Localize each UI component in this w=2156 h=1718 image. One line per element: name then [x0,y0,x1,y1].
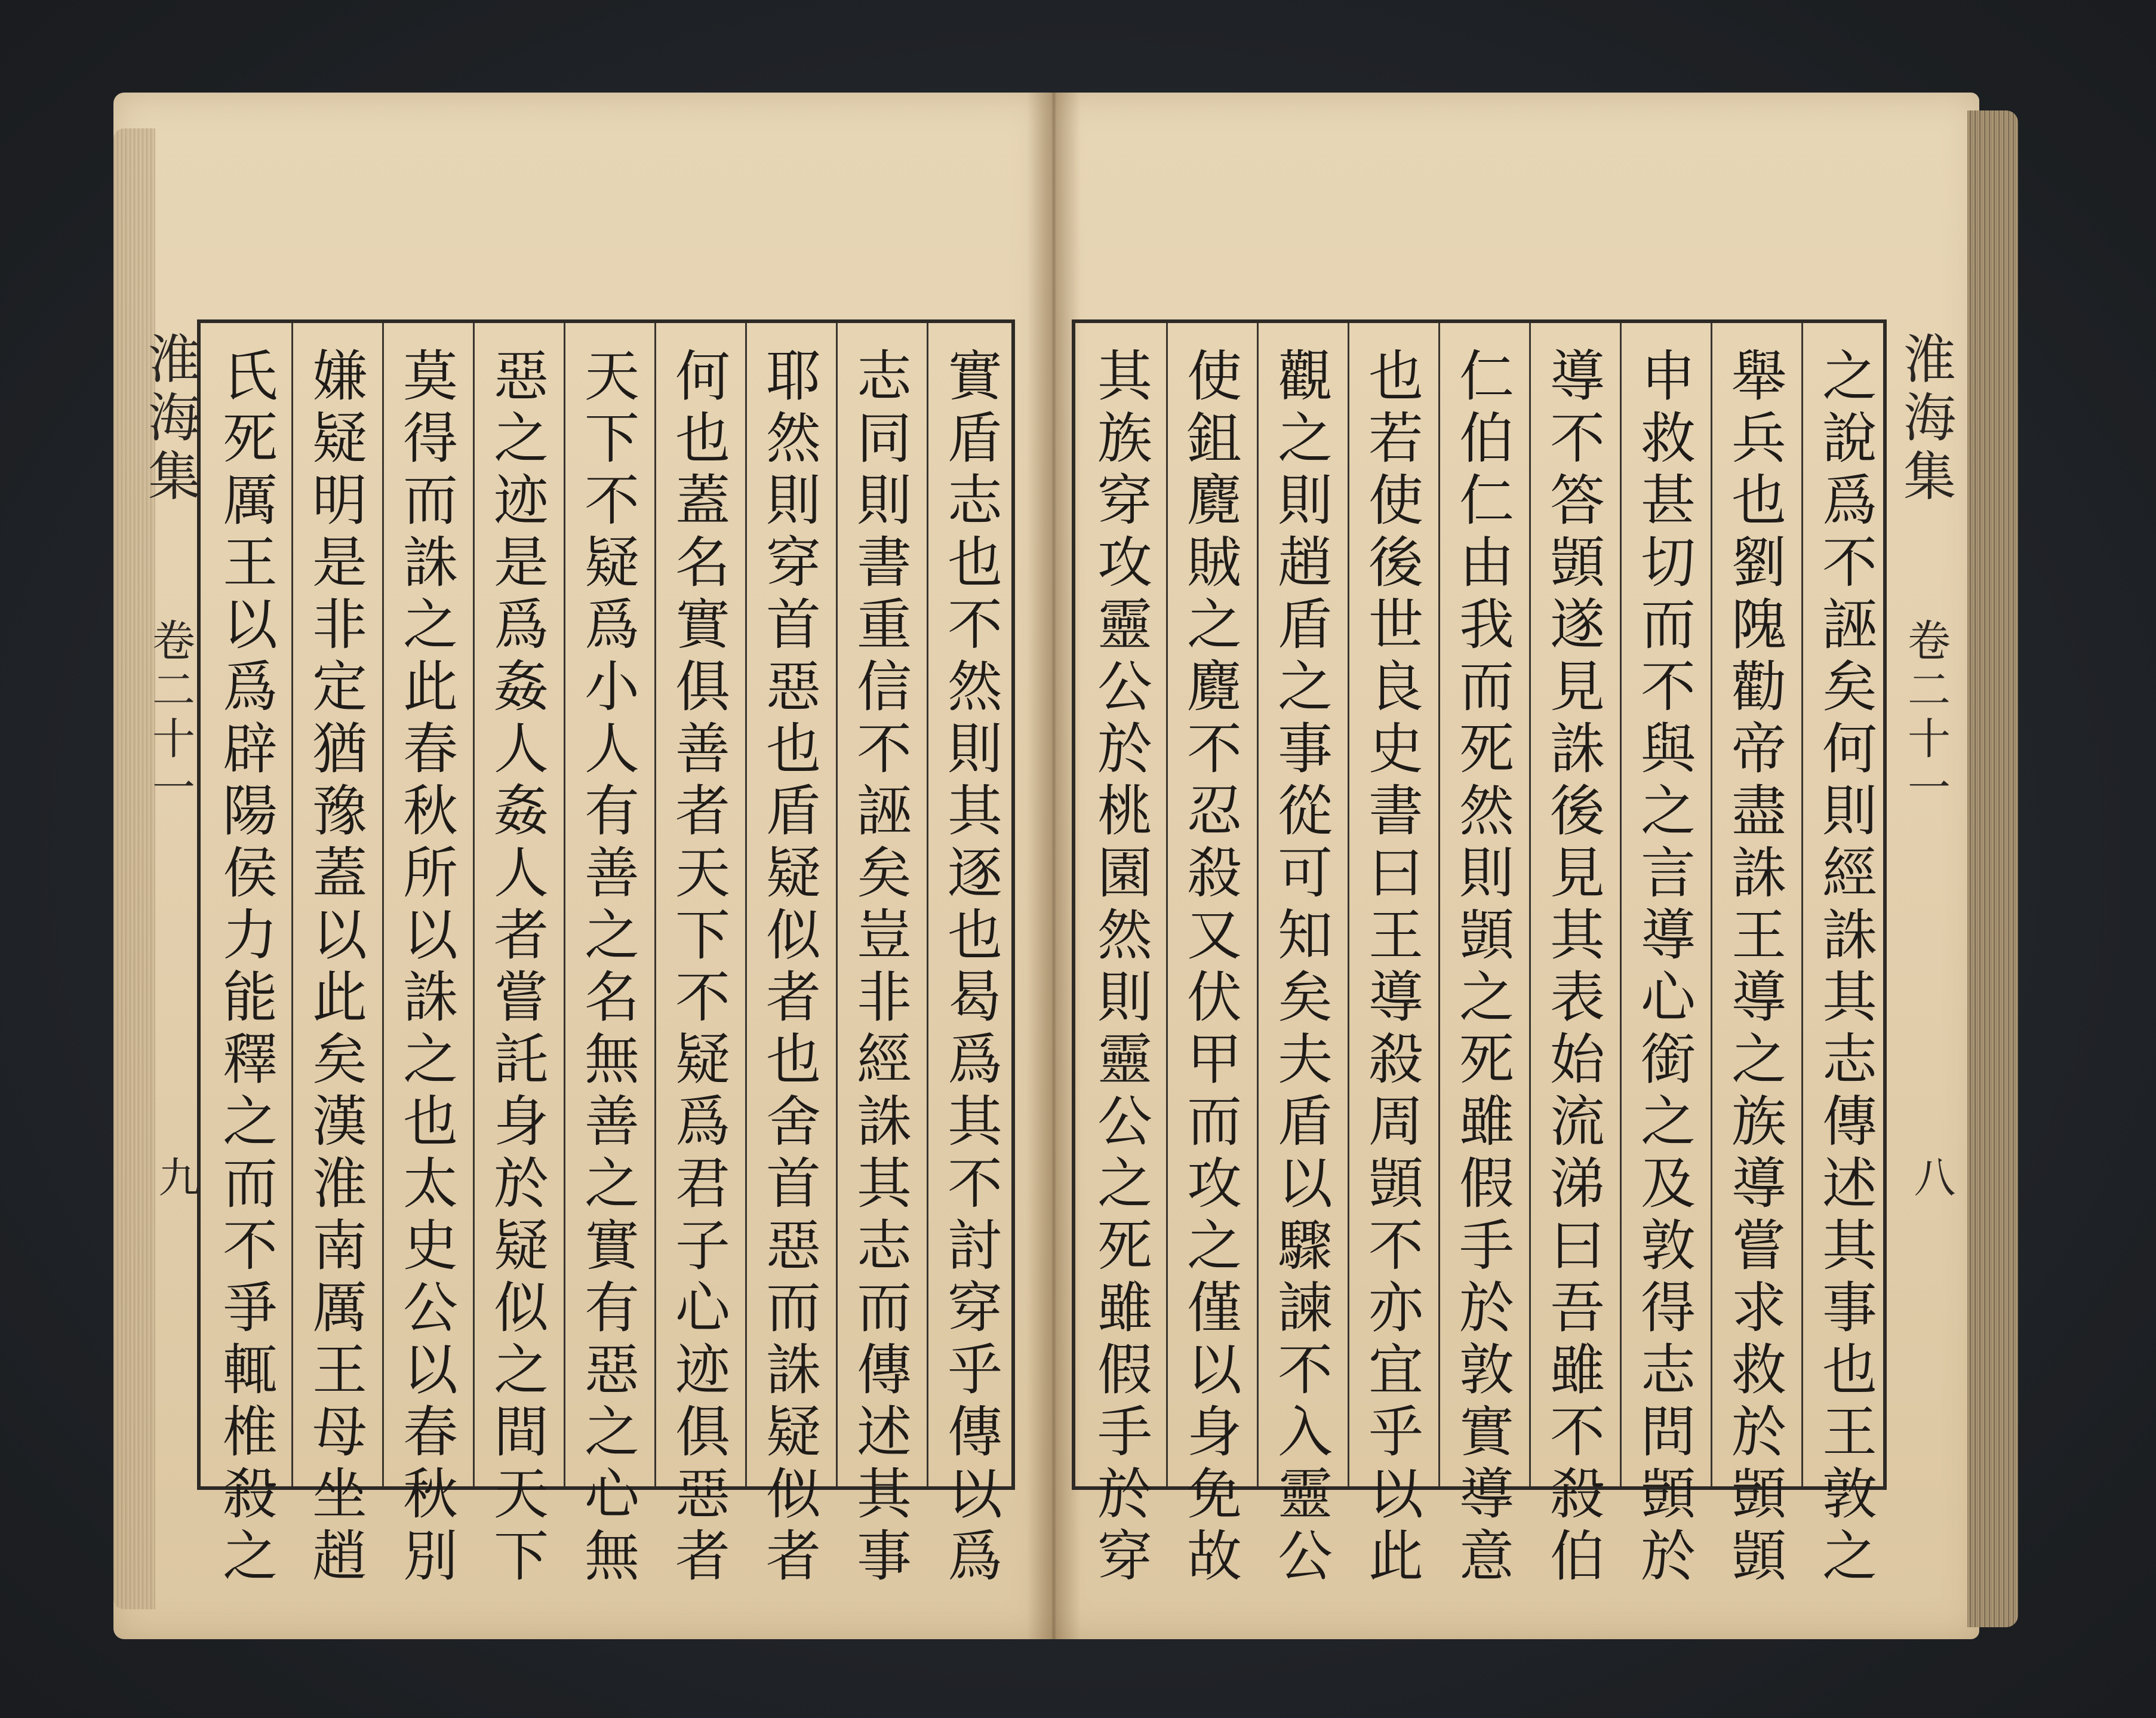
right-column-8: 使鉏麑賊之麑不忍殺又伏甲而攻之僅以身免故 [1178,347,1242,1589]
left-page-number: 九 [152,1155,201,1197]
right-column-5: 仁伯仁由我而死然則顗之死雖假手於敦實導意 [1450,347,1514,1589]
right-text-frame [1072,319,1887,1589]
right-column-9: 其族穿攻靈公於桃園然則靈公之死雖假手於穿 [1088,347,1152,1589]
left-column-1: 實盾志也不然則其逐也曷爲其不討穿乎傳以爲 [939,347,1002,1589]
left-column-7: 莫得而誅之此春秋所以誅之也太史公以春秋別 [394,347,458,1589]
right-column-4: 導不答顗遂見誅後見其表始流涕曰吾雖不殺伯 [1541,347,1605,1589]
right-band-volume: 卷二十一 [1900,618,1951,814]
left-column-4: 何也蓋名實俱善者天下不疑爲君子心迹俱惡者 [666,347,730,1589]
right-column-6: 也若使後世良史書曰王導殺周顗不亦宜乎以此 [1360,347,1423,1589]
right-column-3: 申救甚切而不與之言導心銜之及敦得志問顗於 [1632,347,1696,1589]
right-fore-edge [1967,110,2018,1627]
left-column-9: 氏死厲王以爲辟陽侯力能釋之而不爭輒椎殺之 [214,347,278,1589]
right-column-2: 舉兵也劉隗勸帝盡誅王導之族導嘗求救於顗顗 [1723,347,1786,1589]
right-column-1: 之說爲不誣矣何則經誅其志傳述其事也王敦之 [1813,347,1877,1589]
left-band-title: 淮海集 [140,331,201,507]
left-column-6: 惡之迹是爲姦人姦人者嘗託身於疑似之間天下 [485,347,549,1589]
right-page-number: 八 [1907,1155,1956,1197]
left-column-2: 志同則書重信不誣矣豈非經誅其志而傳述其事 [848,347,912,1589]
left-column-3: 耶然則穿首惡也盾疑似者也舍首惡而誅疑似者 [757,347,821,1589]
right-band-title: 淮海集 [1895,331,1957,507]
left-column-5: 天下不疑爲小人有善之名無善之實有惡之心無 [576,347,639,1589]
left-text-frame [197,319,1015,1589]
right-column-7: 觀之則趙盾之事從可知矣夫盾以驟諫不入靈公 [1269,347,1333,1589]
open-book [113,93,2018,1639]
left-column-8: 嫌疑明是非定猶豫蓋以此矣漢淮南厲王母坐趙 [303,347,367,1589]
left-band-volume: 卷二十一 [145,618,195,814]
